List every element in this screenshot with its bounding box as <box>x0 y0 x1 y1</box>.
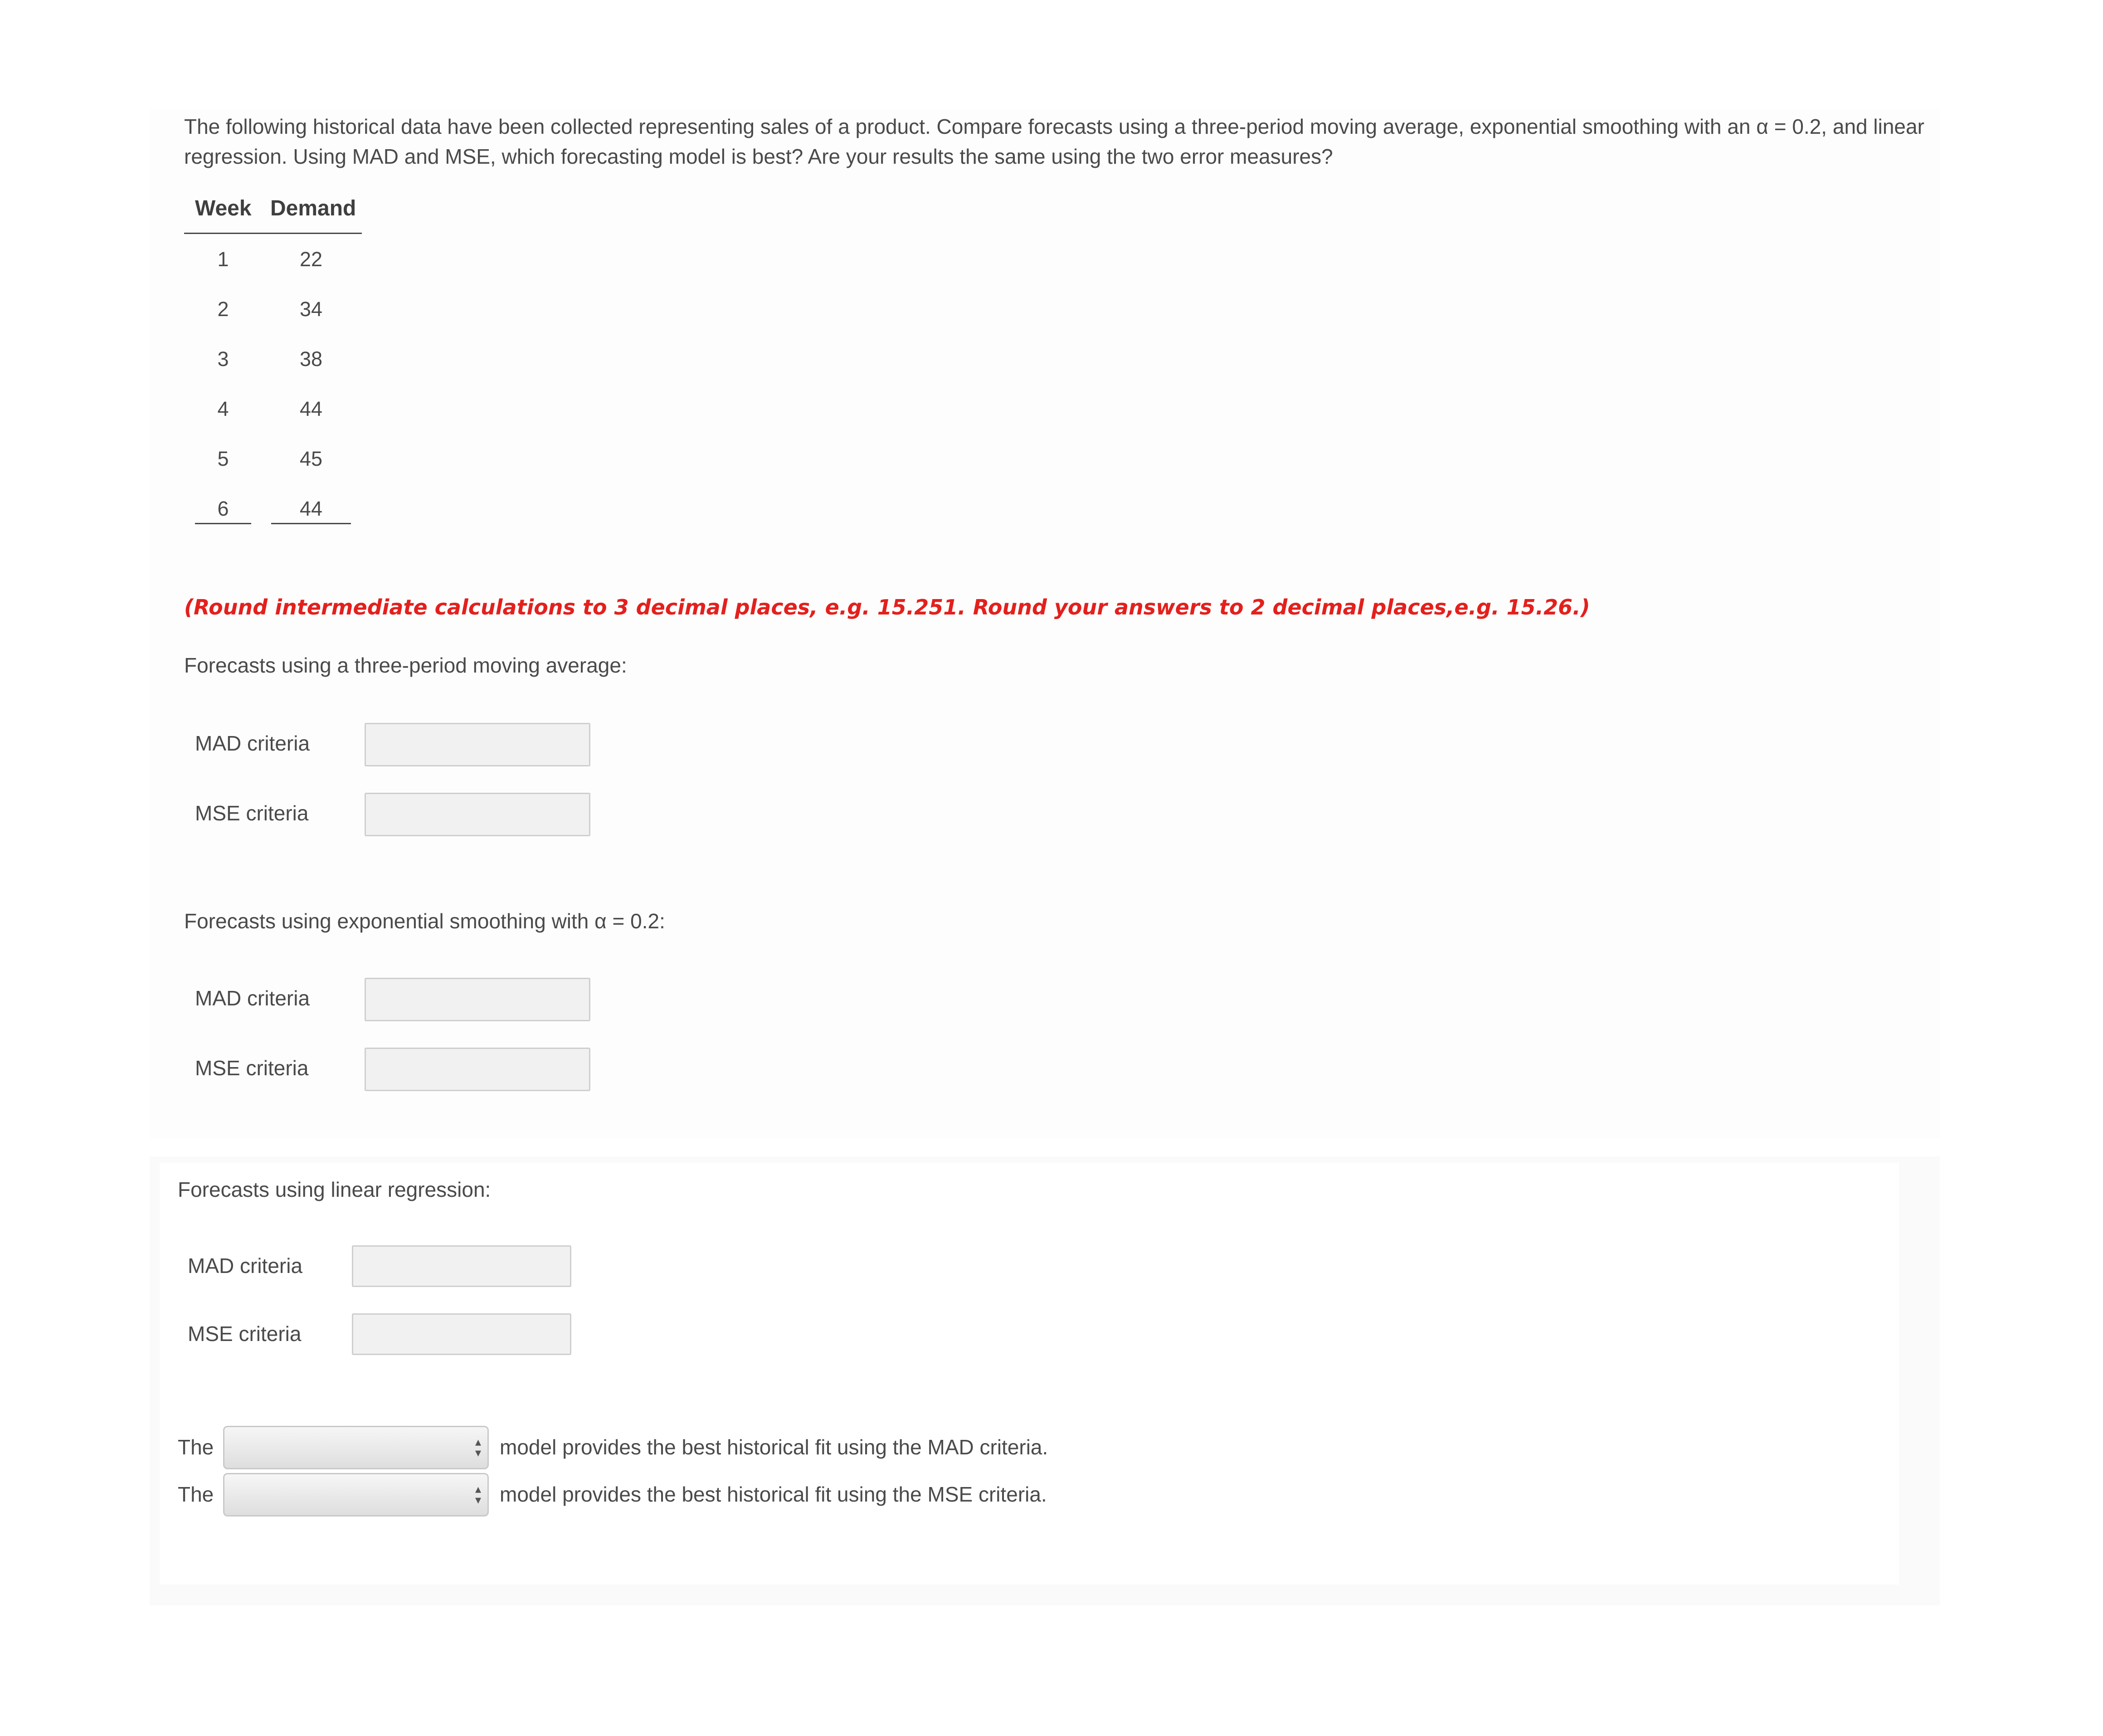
mad-conclusion-prefix: The <box>178 1435 214 1459</box>
es-mse-input[interactable] <box>365 1048 590 1091</box>
regression-panel-body <box>160 1163 1899 1585</box>
lr-mad-label: MAD criteria <box>188 1254 303 1278</box>
table-cell-week: 6 <box>217 497 229 520</box>
table-cell-demand: 45 <box>299 447 323 470</box>
table-cell-demand: 44 <box>299 497 323 520</box>
lr-mse-input[interactable] <box>352 1313 571 1355</box>
lr-mad-input[interactable] <box>352 1245 571 1287</box>
table-cell-demand: 34 <box>299 297 323 321</box>
table-header-week: Week <box>195 196 252 220</box>
es-mse-label: MSE criteria <box>195 1056 309 1080</box>
table-header-rule <box>184 233 362 234</box>
es-mad-input[interactable] <box>365 978 590 1021</box>
mad-best-model-select[interactable] <box>223 1426 489 1469</box>
table-cell-week: 2 <box>217 297 229 321</box>
table-header-demand: Demand <box>270 196 356 220</box>
mse-conclusion-prefix: The <box>178 1482 214 1506</box>
table-cell-week: 5 <box>217 447 229 470</box>
ma-mse-label: MSE criteria <box>195 801 309 825</box>
mad-conclusion-suffix: model provides the best historical fit using the MAD criteria. <box>500 1435 1048 1459</box>
table-cell-demand: 44 <box>299 397 323 420</box>
rounding-instructions: (Round intermediate calculations to 3 decimal places, e.g. 15.251. Round your answers to 2 decimal places,e.g. 15.26.) <box>184 595 1590 619</box>
table-footer-rule-demand <box>271 523 351 524</box>
exp-smoothing-title: Forecasts using exponential smoothing with α = 0.2: <box>184 909 665 933</box>
question-line-1: The following historical data have been collected representing sales of a product. Compare forecasts using a three-period moving average, exponential smoothing with an α = 0.2, and linear <box>184 115 1924 138</box>
moving-average-title: Forecasts using a three-period moving average: <box>184 653 627 677</box>
es-mad-label: MAD criteria <box>195 986 310 1010</box>
lr-mse-label: MSE criteria <box>188 1322 302 1346</box>
linear-regression-title: Forecasts using linear regression: <box>178 1178 491 1201</box>
table-cell-week: 4 <box>217 397 229 420</box>
mse-conclusion-suffix: model provides the best historical fit using the MSE criteria. <box>500 1482 1047 1506</box>
ma-mad-input[interactable] <box>365 723 590 766</box>
question-text <box>184 112 1924 171</box>
ma-mse-input[interactable] <box>365 793 590 836</box>
mse-best-model-select[interactable] <box>223 1473 489 1517</box>
ma-mad-label: MAD criteria <box>195 731 310 755</box>
table-footer-rule-week <box>195 523 251 524</box>
table-cell-demand: 22 <box>299 248 323 271</box>
table-cell-demand: 38 <box>299 347 323 371</box>
table-cell-week: 1 <box>217 248 229 271</box>
table-cell-week: 3 <box>217 347 229 371</box>
select-arrows-icon: ▴ ▾ <box>475 1482 481 1507</box>
select-arrows-icon: ▴ ▾ <box>475 1435 481 1459</box>
question-line-2: regression. Using MAD and MSE, which forecasting model is best? Are your results the same using the two error measures? <box>184 145 1333 168</box>
